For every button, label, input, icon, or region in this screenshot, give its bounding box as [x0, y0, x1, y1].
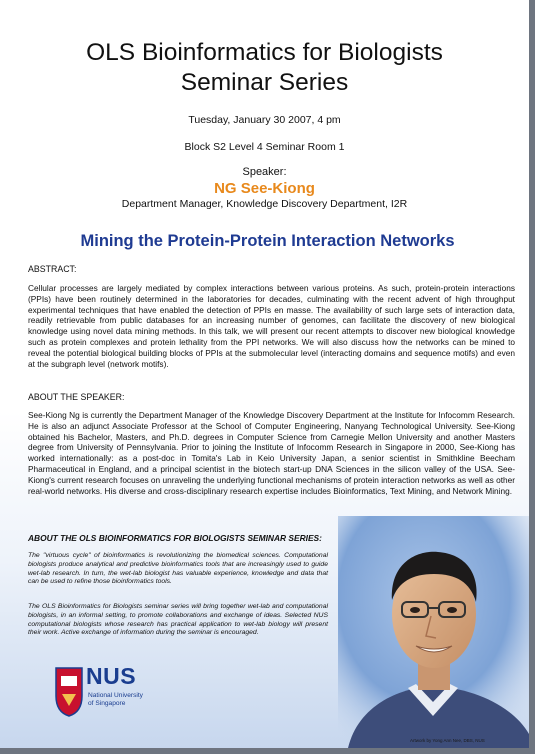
- logo-subtitle: [88, 692, 178, 708]
- poster-title: [0, 38, 529, 98]
- seminar-date: Tuesday, January 30 2007, 4 pm: [188, 114, 341, 126]
- seminar-venue: Block S2 Level 4 Seminar Room 1: [184, 141, 345, 153]
- title-line-2: Seminar Series: [180, 69, 349, 96]
- about-series-paragraph-2: The OLS Bioinformatics for Biologists seminar series will bring together wet-lab and computational biologists, in an informal setting, to promote collaborations and exchange of ideas. Selected NUS computational biologists whose research has practical application to wet-lab biology will present their work. Active exchange of information during the seminar is encouraged.: [28, 603, 328, 637]
- nus-logo: [54, 663, 174, 722]
- logo-subtitle-line-2: of Singapore: [88, 700, 126, 707]
- talk-title: Mining the Protein-Protein Interaction Networks: [80, 232, 455, 250]
- about-series-heading: ABOUT THE OLS BIOINFORMATICS FOR BIOLOGISTS SEMINAR SERIES:: [28, 533, 322, 543]
- nus-crest-icon: [54, 666, 84, 718]
- artwork-credit: Artwork by Yong Ann Nee, DBS, NUS: [410, 738, 485, 743]
- about-series-paragraph-1: The "virtuous cycle" of bioinformatics is revolutionizing the biomedical sciences. Computational biologists produce analytical and predictive bioinformatics tools that are increasingly used to guide wet-lab research. In turn, the wet-lab biologist has valuable experience, knowledge and data that can be used to refine those bioinformatics tools.: [28, 552, 328, 586]
- speaker-name: NG See-Kiong: [214, 180, 315, 197]
- logo-wordmark: NUS: [86, 663, 137, 689]
- abstract-heading: ABSTRACT:: [28, 264, 77, 274]
- about-speaker-heading: ABOUT THE SPEAKER:: [28, 392, 125, 402]
- title-line-1: OLS Bioinformatics for Biologists: [86, 39, 443, 66]
- abstract-text: Cellular processes are largely mediated by complex interactions between various proteins. As such, protein-protein interactions (PPIs) have been routinely determined in the laboratories for decades, culminating with the recent advent of high throughput experimental techniques that have enabled the detection of PPIs en masse. The availability of such large sets of interaction data, readily retrievable from public databases for an increasing number of genomes, can facilitate the discovery of new biological knowledge using novel data mining methods. In this talk, we will present our recent attempts to discover new biological knowledge such as protein complexes and protein lethality from the PPI networks. We will also discuss how the networks can be mined to reveal the potential biological building blocks of PPIs at the submolecular level (interacting domains and sequence motifs) and even at the subgraph level (network motifs).: [28, 283, 515, 369]
- speaker-role: Department Manager, Knowledge Discovery Department, I2R: [121, 198, 408, 210]
- logo-subtitle-line-1: National University: [88, 692, 143, 699]
- speaker-photo: [338, 516, 529, 748]
- about-speaker-text: See-Kiong Ng is currently the Department Manager of the Knowledge Discovery Department at the Institute for Infocomm Research. He is also an adjunct Associate Professor at the School of Computer Engineering, Nanyang Technological University. See-Kiong obtained his Bachelor, Masters, and Ph.D. degrees in Computer Science from Carnegie Mellon University and another Masters degree from University of Pennsylvania. Prior to joining the Institute of Infocomm Research in Singapore in 2000, See-Kiong has worked internationally: as a post-doc in Tomita's Lab in Keio University Japan, a senior scientist in Smithkline Beecham Pharmaceutical in England, and a principal scientist in the biotech start-up DNA Sciences in the silicon valley of the USA. See-Kiong's current research focuses on unraveling the underlying functional mechanisms of protein interaction networks as well as other real-world networks. His diverse and cross-disciplinary research expertise includes Bioinformatics, Text Mining, and Network Mining.: [28, 410, 515, 496]
- speaker-label: Speaker:: [242, 166, 287, 178]
